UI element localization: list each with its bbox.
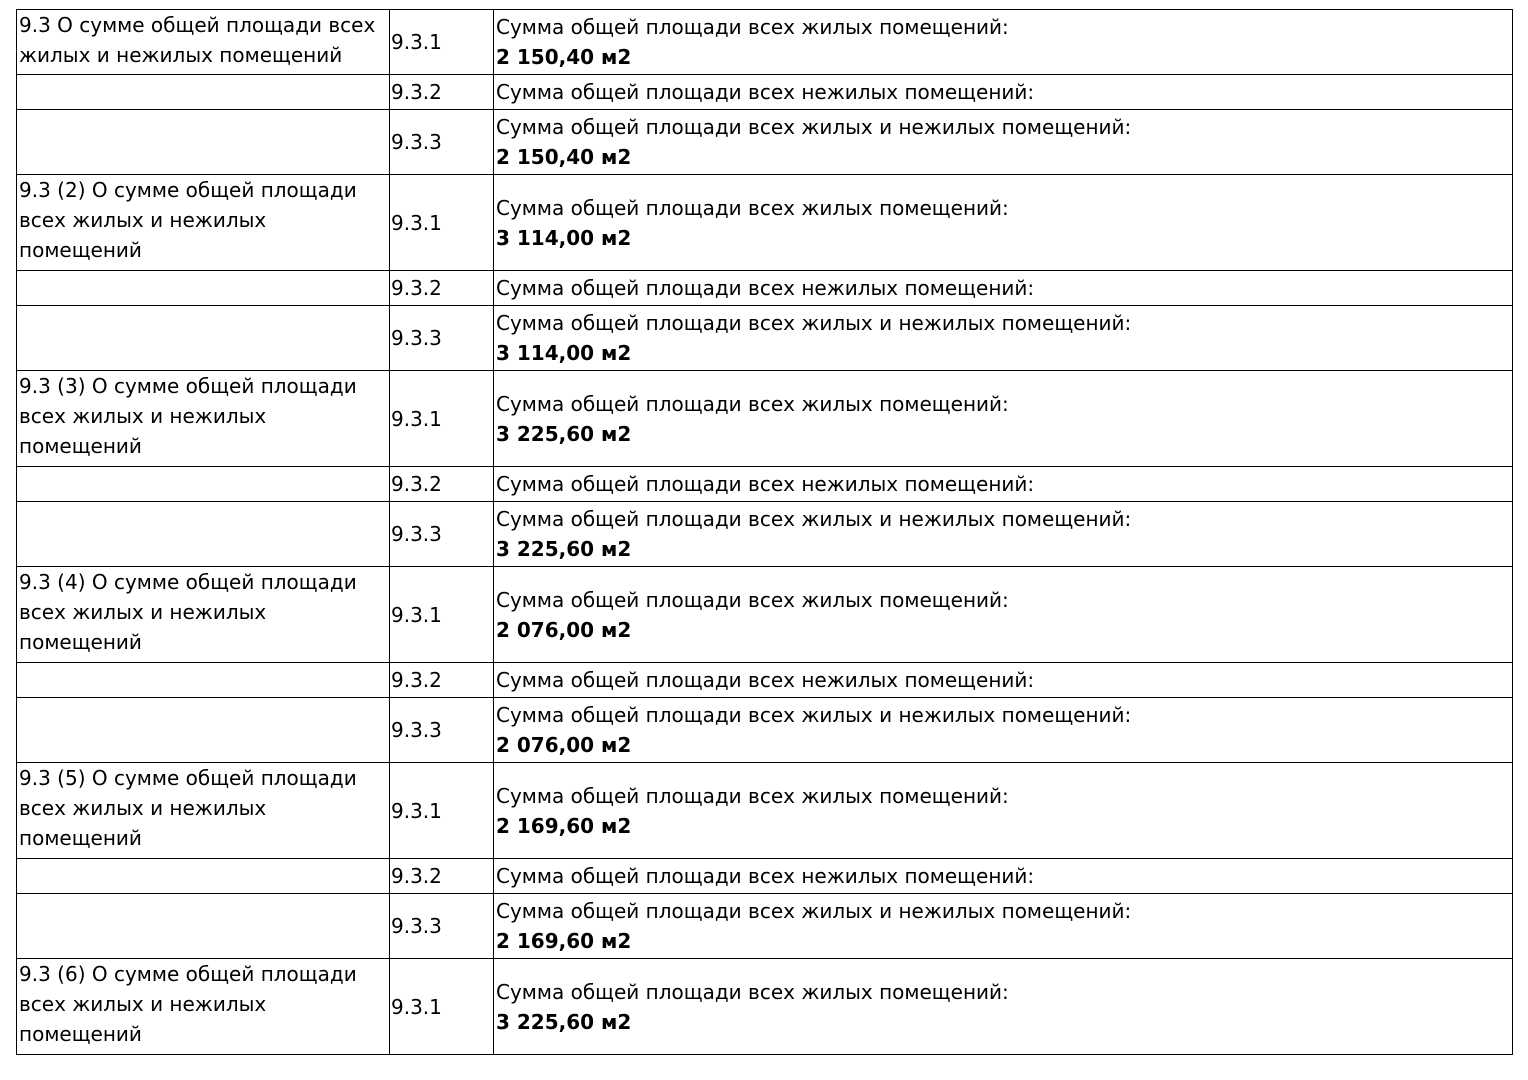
section-cell — [17, 467, 390, 502]
item-code: 9.3.1 — [390, 763, 494, 859]
description-cell — [494, 567, 1513, 663]
item-code: 9.3.1 — [390, 371, 494, 467]
item-label: Сумма общей площади всех жилых и нежилых помещений: — [496, 703, 1132, 727]
item-code: 9.3.3 — [390, 502, 494, 567]
description-cell — [494, 75, 1513, 110]
description-cell — [494, 10, 1513, 75]
description-cell — [494, 502, 1513, 567]
item-value: 3 225,60 м2 — [496, 421, 632, 446]
item-code: 9.3.2 — [390, 75, 494, 110]
item-label: Сумма общей площади всех жилых помещений: — [496, 979, 1009, 1004]
description-cell — [494, 763, 1513, 859]
item-code: 9.3.1 — [390, 959, 494, 1055]
table-row — [17, 271, 1513, 306]
item-value: 2 150,40 м2 — [496, 145, 632, 169]
item-label: Сумма общей площади всех жилых и нежилых помещений: — [496, 899, 1132, 923]
description-cell — [494, 894, 1513, 959]
section-cell: 9.3 (6) О сумме общей площади всех жилых и нежилых помещений — [17, 959, 390, 1055]
description-cell — [494, 698, 1513, 763]
item-label: Сумма общей площади всех жилых помещений: — [496, 783, 1009, 808]
section-cell: 9.3 (2) О сумме общей площади всех жилых и нежилых помещений — [17, 175, 390, 271]
section-cell — [17, 663, 390, 698]
description-cell — [494, 175, 1513, 271]
description-cell — [494, 306, 1513, 371]
section-cell — [17, 859, 390, 894]
item-label: Сумма общей площади всех нежилых помещений: — [496, 80, 1035, 104]
section-cell — [17, 502, 390, 567]
item-code: 9.3.2 — [390, 663, 494, 698]
table-row — [17, 663, 1513, 698]
table-row — [17, 75, 1513, 110]
table-row — [17, 567, 1513, 663]
item-code: 9.3.3 — [390, 698, 494, 763]
section-cell: 9.3 (4) О сумме общей площади всех жилых и нежилых помещений — [17, 567, 390, 663]
item-value: 2 150,40 м2 — [496, 45, 632, 69]
item-label: Сумма общей площади всех жилых помещений: — [496, 587, 1009, 612]
item-label: Сумма общей площади всех жилых помещений: — [496, 391, 1009, 416]
item-value: 3 114,00 м2 — [496, 225, 632, 250]
table-row — [17, 467, 1513, 502]
item-code: 9.3.2 — [390, 467, 494, 502]
description-cell — [494, 467, 1513, 502]
item-label: Сумма общей площади всех жилых помещений: — [496, 195, 1009, 220]
table-row — [17, 110, 1513, 175]
section-cell — [17, 75, 390, 110]
section-cell — [17, 306, 390, 371]
description-cell — [494, 271, 1513, 306]
item-label: Сумма общей площади всех нежилых помещений: — [496, 864, 1035, 888]
table-row — [17, 502, 1513, 567]
table-row — [17, 698, 1513, 763]
section-cell — [17, 110, 390, 175]
item-value: 2 169,60 м2 — [496, 813, 632, 838]
section-cell: 9.3 (3) О сумме общей площади всех жилых и нежилых помещений — [17, 371, 390, 467]
item-code: 9.3.1 — [390, 175, 494, 271]
item-value: 2 076,00 м2 — [496, 617, 632, 642]
item-code: 9.3.1 — [390, 567, 494, 663]
item-label: Сумма общей площади всех жилых и нежилых помещений: — [496, 507, 1132, 531]
section-cell: 9.3 (5) О сумме общей площади всех жилых и нежилых помещений — [17, 763, 390, 859]
item-label: Сумма общей площади всех нежилых помещений: — [496, 668, 1035, 692]
item-code: 9.3.3 — [390, 894, 494, 959]
item-label: Сумма общей площади всех жилых и нежилых помещений: — [496, 115, 1132, 139]
description-cell — [494, 959, 1513, 1055]
table-row — [17, 894, 1513, 959]
section-cell — [17, 271, 390, 306]
description-cell — [494, 859, 1513, 894]
section-cell: 9.3 О сумме общей площади всех жилых и нежилых помещений — [17, 10, 390, 75]
table-row — [17, 959, 1513, 1055]
item-label: Сумма общей площади всех жилых помещений: — [496, 15, 1009, 39]
table-row — [17, 306, 1513, 371]
section-cell — [17, 894, 390, 959]
item-code: 9.3.3 — [390, 110, 494, 175]
description-cell — [494, 371, 1513, 467]
area-summary-table — [16, 9, 1513, 1055]
item-value: 2 076,00 м2 — [496, 733, 632, 757]
description-cell — [494, 663, 1513, 698]
item-code: 9.3.1 — [390, 10, 494, 75]
item-code: 9.3.2 — [390, 271, 494, 306]
table-row — [17, 175, 1513, 271]
item-value: 3 114,00 м2 — [496, 341, 632, 365]
table-row — [17, 10, 1513, 75]
item-code: 9.3.2 — [390, 859, 494, 894]
table-row — [17, 859, 1513, 894]
item-value: 3 225,60 м2 — [496, 1009, 632, 1034]
table-row — [17, 763, 1513, 859]
description-cell — [494, 110, 1513, 175]
item-value: 2 169,60 м2 — [496, 929, 632, 953]
table-row — [17, 371, 1513, 467]
item-label: Сумма общей площади всех жилых и нежилых помещений: — [496, 311, 1132, 335]
item-value: 3 225,60 м2 — [496, 537, 632, 561]
item-label: Сумма общей площади всех нежилых помещений: — [496, 472, 1035, 496]
item-label: Сумма общей площади всех нежилых помещений: — [496, 276, 1035, 300]
section-cell — [17, 698, 390, 763]
item-code: 9.3.3 — [390, 306, 494, 371]
